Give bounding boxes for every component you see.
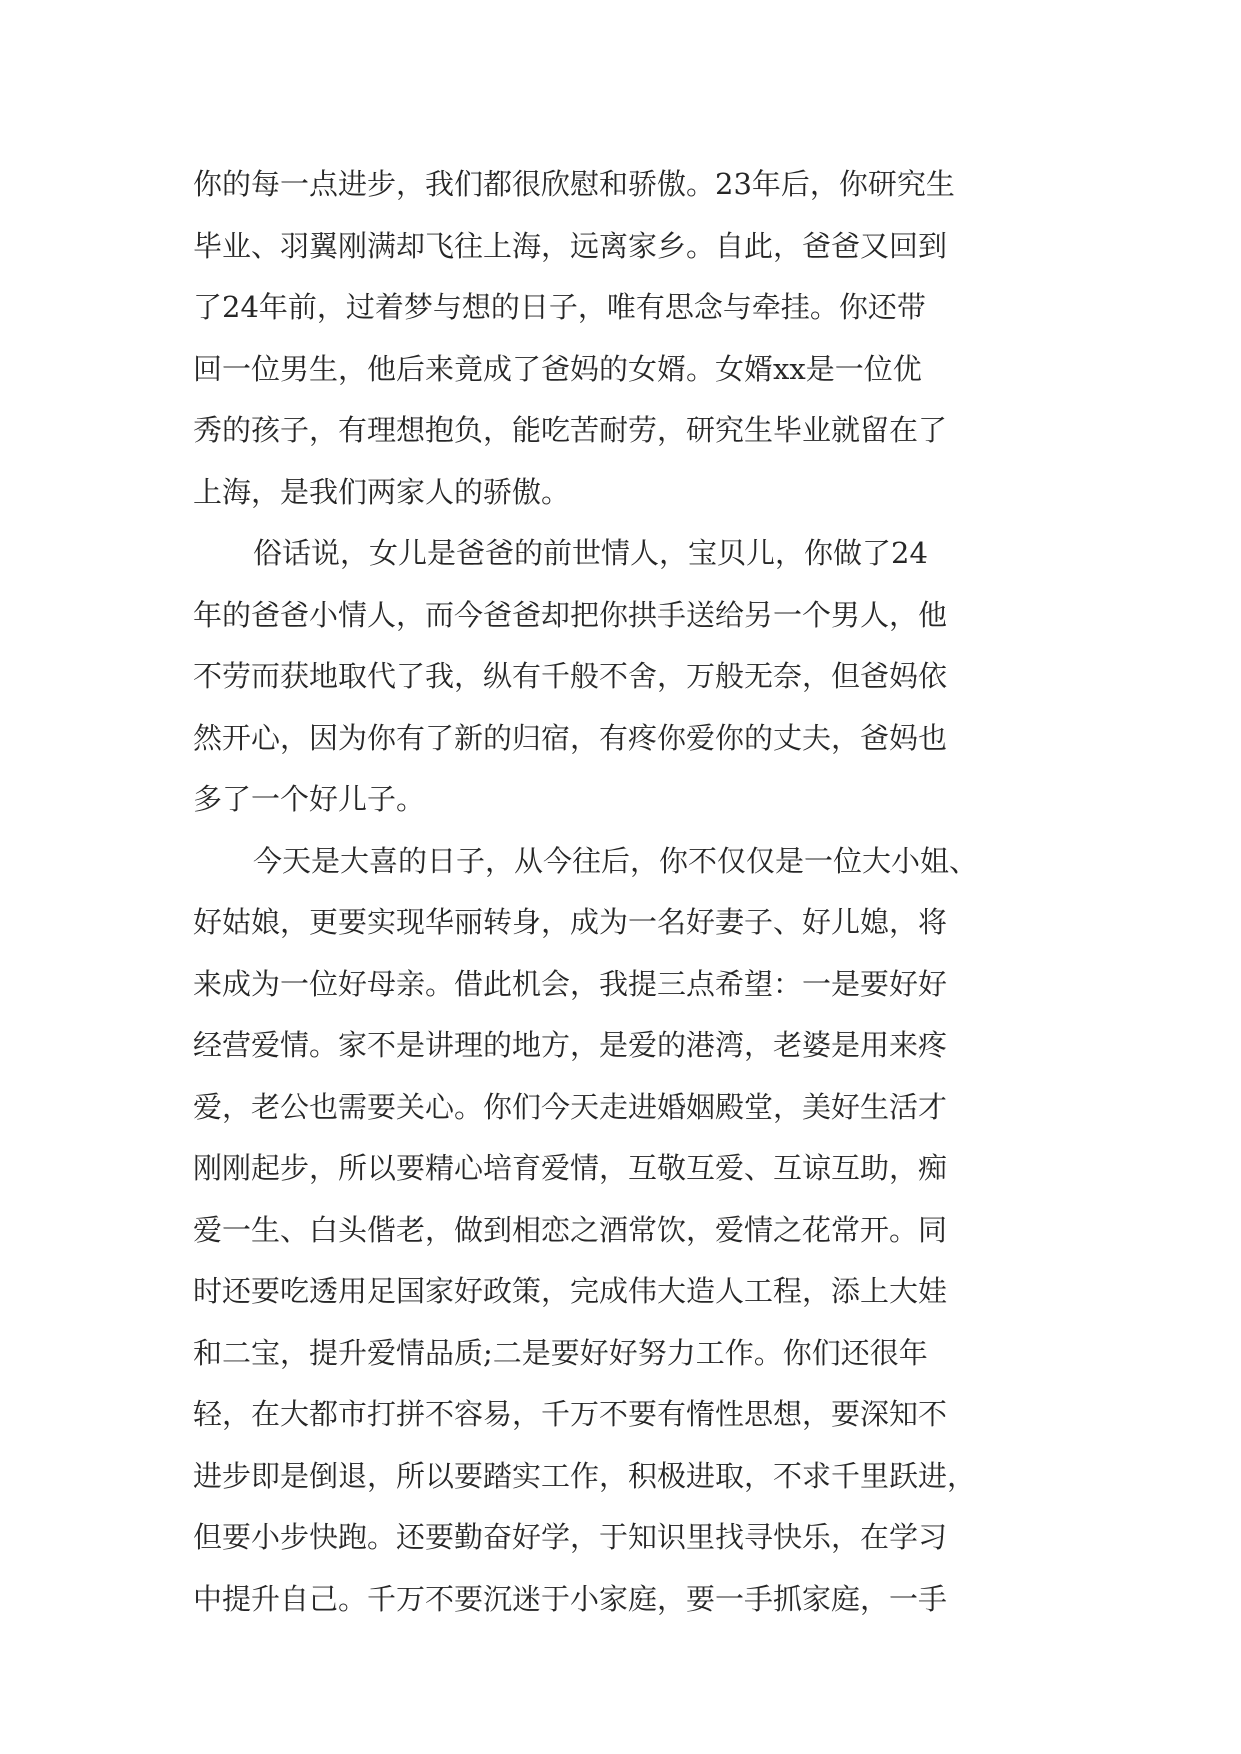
text-line: 然开心，因为你有了新的归宿，有疼你爱你的丈夫，爸妈也 xyxy=(193,720,948,755)
text-line: 了24年前，过着梦与想的日子，唯有思念与牵挂。你还带 xyxy=(193,290,926,324)
text-line: 经营爱情。家不是讲理的地方，是爱的港湾，老婆是用来疼 xyxy=(193,1028,948,1062)
text-line: 中提升自己。千万不要沉迷于小家庭，要一手抓家庭，一手 xyxy=(193,1581,948,1616)
text-line: 今天是大喜的日子，从今往后，你不仅仅是一位大小姐、 xyxy=(253,843,979,878)
text-line: 俗话说，女儿是爸爸的前世情人，宝贝儿，你做了24 xyxy=(253,536,928,570)
text-line: 爱，老公也需要关心。你们今天走进婚姻殿堂，美好生活才 xyxy=(193,1089,948,1124)
text-line: 毕业、羽翼刚满却飞往上海，远离家乡。自此，爸爸又回到 xyxy=(193,228,948,263)
text-line: 上海，是我们两家人的骄傲。 xyxy=(193,474,571,509)
text-line: 年的爸爸小情人，而今爸爸却把你拱手送给另一个男人，他 xyxy=(193,597,948,632)
text-line: 但要小步快跑。还要勤奋好学，于知识里找寻快乐，在学习 xyxy=(193,1520,948,1554)
text-line: 爱一生、白头偕老，做到相恋之酒常饮，爱情之花常开。同 xyxy=(193,1212,948,1247)
text-line: 刚刚起步，所以要精心培育爱情，互敬互爱、互谅互助，痴 xyxy=(193,1151,948,1185)
text-line: 秀的孩子，有理想抱负，能吃苦耐劳，研究生毕业就留在了 xyxy=(193,413,948,447)
text-line: 轻，在大都市打拼不容易，千万不要有惰性思想，要深知不 xyxy=(193,1397,948,1431)
text-line: 多了一个好儿子。 xyxy=(193,782,426,816)
text-line: 来成为一位好母亲。借此机会，我提三点希望：一是要好好 xyxy=(193,966,948,1001)
text-line: 进步即是倒退，所以要踏实工作，积极进取，不求千里跃进， xyxy=(193,1458,977,1493)
text-line: 时还要吃透用足国家好政策，完成伟大造人工程，添上大娃 xyxy=(193,1274,948,1308)
text-line: 好姑娘，更要实现华丽转身，成为一名好妻子、好儿媳，将 xyxy=(193,905,948,939)
text-line: 你的每一点进步，我们都很欣慰和骄傲。23年后，你研究生 xyxy=(193,167,955,201)
document-body xyxy=(193,154,1053,1630)
text-line: 回一位男生，他后来竟成了爸妈的女婿。女婿xx是一位优 xyxy=(193,351,922,386)
text-line: 和二宝，提升爱情品质;二是要好好努力工作。你们还很年 xyxy=(193,1335,928,1370)
text-line: 不劳而获地取代了我，纵有千般不舍，万般无奈，但爸妈依 xyxy=(193,659,948,693)
